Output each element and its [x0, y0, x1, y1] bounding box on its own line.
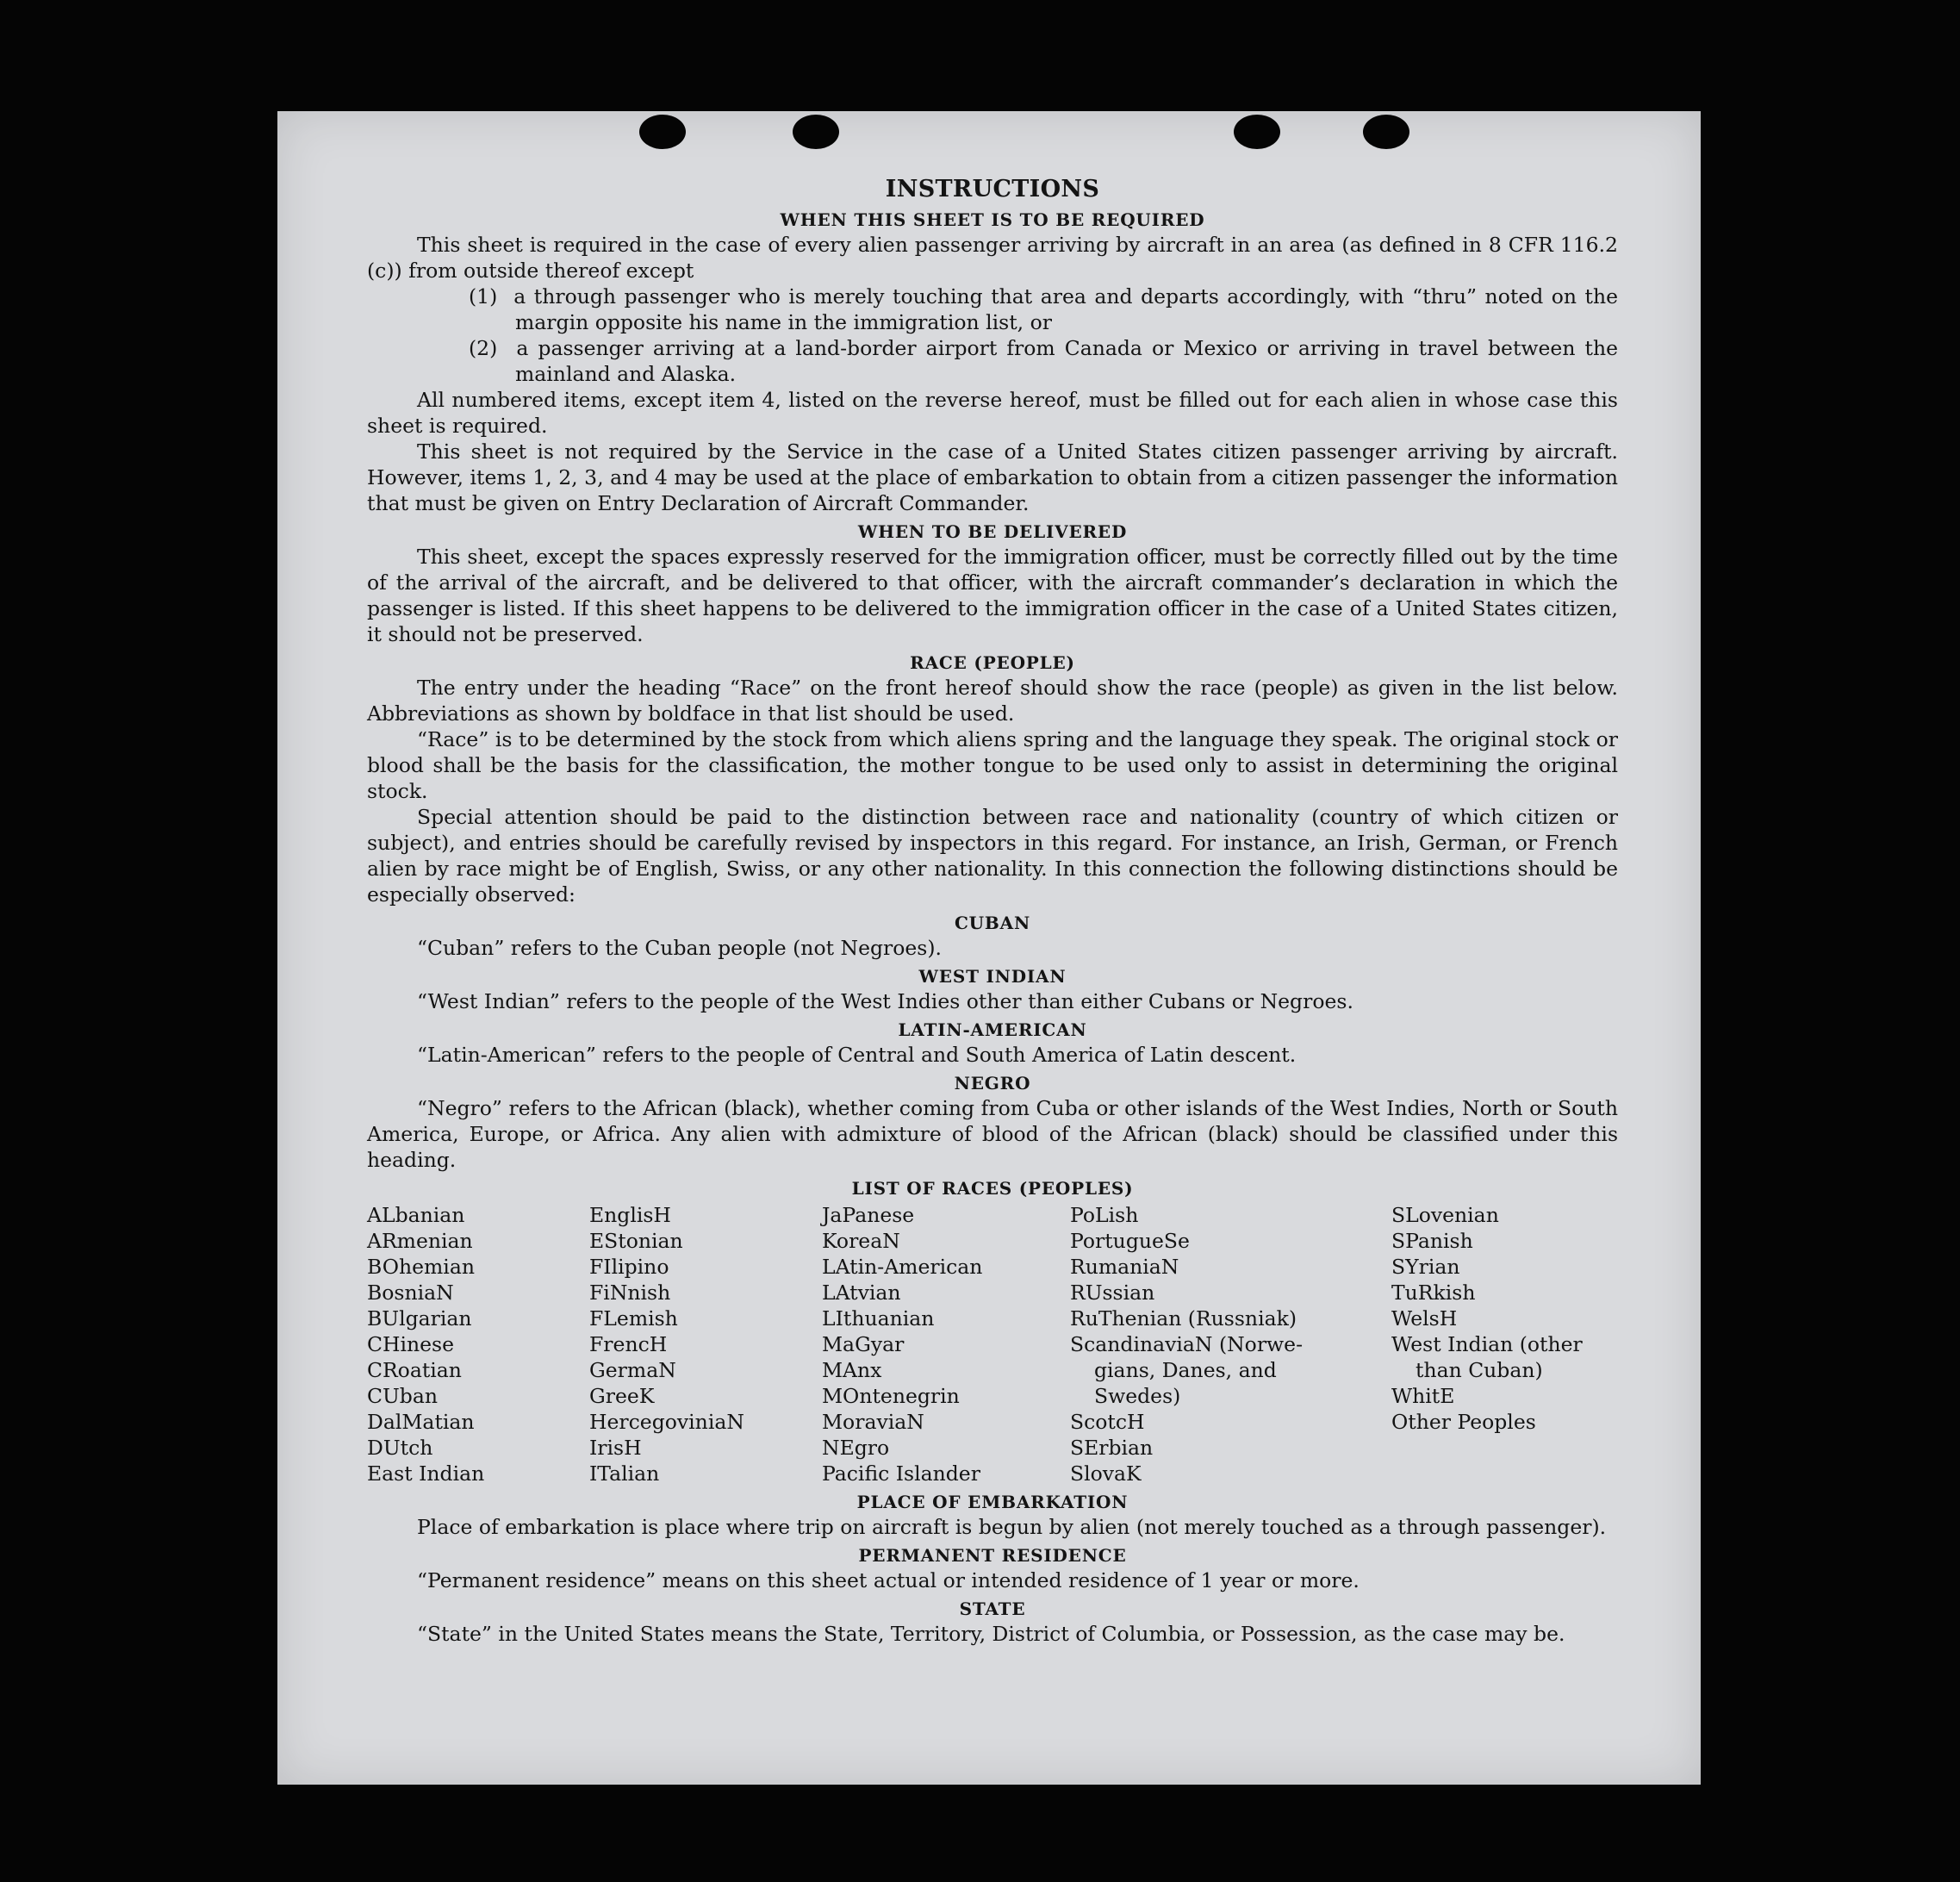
heading-permanent-residence: PERMANENT RESIDENCE: [858, 1545, 1127, 1566]
race-entry-continuation: gians, Danes, and: [1094, 1358, 1277, 1382]
race-list: [367, 1202, 1618, 1486]
race-entry: SlovaK: [1070, 1461, 1142, 1486]
race-entry: TuRkish: [1391, 1281, 1476, 1305]
race-entry: WhitE: [1391, 1384, 1455, 1408]
paragraph-when-delivered: This sheet, except the spaces expressly reserved for the immigration officer, must be correctly filled out by the time of the arrival of the aircraft, and be delivered to that officer, with the aircraft commander’s declaration in which the passenger is listed. If this sheet happens to be delivered to the immigration officer in the case of a United States citizen, it should not be preserved.: [367, 545, 1618, 646]
race-entry: LAtin-American: [822, 1255, 983, 1279]
race-entry: ITalian: [589, 1461, 660, 1486]
race-entry: ARmenian: [367, 1229, 473, 1253]
heading-latin-american: LATIN-AMERICAN: [898, 1019, 1087, 1040]
list-item-exception-1: [469, 284, 1618, 335]
race-column-4: [1070, 1202, 1391, 1486]
punch-hole: [639, 115, 686, 149]
race-entry: DUtch: [367, 1436, 433, 1460]
paragraph-citizen-passenger: This sheet is not required by the Service in the case of a United States citizen passenger arriving by aircraft. However, items 1, 2, 3, and 4 may be used at the place of embarkation to obtain from a citizen passenger the information that must be given on Entry Declaration of Aircraft Commander.: [367, 439, 1618, 515]
race-entry: CHinese: [367, 1332, 454, 1356]
race-entry: KoreaN: [822, 1229, 900, 1253]
item-text: a through passenger who is merely touching that area and departs accordingly, with “thru” noted on the margin opposite his name in the immigration list, or: [513, 284, 1618, 334]
race-entry: BOhemian: [367, 1255, 475, 1279]
paragraph-west-indian: “West Indian” refers to the people of the West Indies other than either Cubans or Negroes.: [417, 989, 1353, 1013]
item-text: a passenger arriving at a land-border airport from Canada or Mexico or arriving in travel between the mainland and Alaska.: [515, 336, 1618, 386]
race-entry: EStonian: [589, 1229, 683, 1253]
item-number: (2): [469, 336, 498, 360]
list-item-exception-2: [469, 335, 1618, 387]
race-column-1: [367, 1202, 589, 1486]
paragraph-race-entry: The entry under the heading “Race” on the front hereof should show the race (people) as given in the list below. Abbreviations as shown by boldface in that list should be used.: [367, 676, 1618, 726]
heading-list-of-races: LIST OF RACES (PEOPLES): [851, 1178, 1134, 1199]
race-entry: HercegoviniaN: [589, 1410, 744, 1434]
race-entry: RUssian: [1070, 1281, 1155, 1305]
race-entry-continuation: than Cuban): [1416, 1358, 1543, 1382]
race-entry: East Indian: [367, 1461, 485, 1486]
paragraph-when-required-intro: This sheet is required in the case of every alien passenger arriving by aircraft in an area (as defined in 8 CFR 116.2 (c)) from outside thereof except: [367, 233, 1618, 283]
instruction-sheet: [277, 111, 1701, 1785]
race-entry: PoLish: [1070, 1203, 1139, 1227]
race-entry: PortugueSe: [1070, 1229, 1190, 1253]
heading-west-indian: WEST INDIAN: [918, 966, 1067, 987]
heading-when-required: WHEN THIS SHEET IS TO BE REQUIRED: [780, 209, 1205, 230]
heading-place-of-embarkation: PLACE OF EMBARKATION: [856, 1492, 1129, 1512]
race-entry: IrisH: [589, 1436, 642, 1460]
document-body: [367, 175, 1618, 1647]
race-entry: CRoatian: [367, 1358, 462, 1382]
heading-negro: NEGRO: [954, 1073, 1031, 1094]
heading-when-delivered: WHEN TO BE DELIVERED: [857, 521, 1128, 542]
race-entry: West Indian (other: [1391, 1332, 1583, 1356]
paragraph-cuban: “Cuban” refers to the Cuban people (not Negroes).: [417, 936, 943, 960]
race-entry: LIthuanian: [822, 1306, 935, 1330]
race-entry: FrencH: [589, 1332, 668, 1356]
race-entry: BUlgarian: [367, 1306, 472, 1330]
paragraph-negro: “Negro” refers to the African (black), whether coming from Cuba or other islands of the West Indies, North or South America, Europe, or Africa. Any alien with admixture of blood of the African (black) should be classified under this heading.: [367, 1096, 1618, 1172]
punch-hole: [793, 115, 839, 149]
race-entry: Pacific Islander: [822, 1461, 980, 1486]
race-entry: ScandinaviaN (Norwe-: [1070, 1332, 1304, 1356]
race-entry: MAnx: [822, 1358, 882, 1382]
race-entry-continuation: Swedes): [1094, 1384, 1181, 1408]
race-entry: RuThenian (Russniak): [1070, 1306, 1297, 1330]
race-entry: FiNnish: [589, 1281, 671, 1305]
race-entry: MOntenegrin: [822, 1384, 960, 1408]
race-entry: Other Peoples: [1391, 1410, 1536, 1434]
paragraph-state: “State” in the United States means the State, Territory, District of Columbia, or Possession, as the case may be.: [417, 1622, 1565, 1646]
race-column-5: [1391, 1202, 1618, 1486]
item-number: (1): [469, 284, 498, 308]
paragraph-permanent-residence: “Permanent residence” means on this sheet actual or intended residence of 1 year or more.: [417, 1568, 1360, 1592]
race-entry: SLovenian: [1391, 1203, 1499, 1227]
race-entry: MoraviaN: [822, 1410, 924, 1434]
race-entry: GermaN: [589, 1358, 676, 1382]
race-entry: WelsH: [1391, 1306, 1458, 1330]
race-entry: FIlipino: [589, 1255, 669, 1279]
race-entry: DalMatian: [367, 1410, 475, 1434]
race-column-2: [589, 1202, 822, 1486]
race-entry: NEgro: [822, 1436, 890, 1460]
paragraph-numbered-items: All numbered items, except item 4, listed on the reverse hereof, must be filled out for each alien in whose case this sheet is required.: [367, 388, 1618, 438]
race-entry: ScotcH: [1070, 1410, 1145, 1434]
paragraph-place-of-embarkation: Place of embarkation is place where trip on aircraft is begun by alien (not merely touched as a through passenger).: [417, 1515, 1607, 1539]
race-entry: RumaniaN: [1070, 1255, 1179, 1279]
heading-state: STATE: [959, 1598, 1026, 1619]
heading-race: RACE (PEOPLE): [910, 652, 1075, 673]
race-entry: SPanish: [1391, 1229, 1473, 1253]
document-title: INSTRUCTIONS: [885, 176, 1100, 203]
race-entry: MaGyar: [822, 1332, 905, 1356]
punch-hole: [1234, 115, 1280, 149]
paragraph-race-vs-nationality: Special attention should be paid to the distinction between race and nationality (country of which citizen or subject), and entries should be carefully revised by inspectors in this regard. For instance, an Irish, German, or French alien by race might be of English, Swiss, or any other nationality. In this connection the following distinctions should be especially observed:: [367, 805, 1618, 907]
race-entry: SYrian: [1391, 1255, 1460, 1279]
race-column-3: [822, 1202, 1070, 1486]
race-entry: JaPanese: [822, 1203, 915, 1227]
race-entry: EnglisH: [589, 1203, 671, 1227]
race-entry: CUban: [367, 1384, 438, 1408]
race-entry: SErbian: [1070, 1436, 1154, 1460]
paragraph-race-determination: “Race” is to be determined by the stock from which aliens spring and the language they speak. The original stock or blood shall be the basis for the classification, the mother tongue to be used only to assist in determining the original stock.: [367, 727, 1618, 803]
race-entry: FLemish: [589, 1306, 678, 1330]
paragraph-latin-american: “Latin-American” refers to the people of Central and South America of Latin descent.: [417, 1043, 1297, 1067]
punch-hole: [1363, 115, 1409, 149]
race-entry: BosniaN: [367, 1281, 454, 1305]
race-entry: ALbanian: [367, 1203, 465, 1227]
race-entry: GreeK: [589, 1384, 655, 1408]
heading-cuban: CUBAN: [954, 913, 1031, 933]
race-entry: LAtvian: [822, 1281, 901, 1305]
